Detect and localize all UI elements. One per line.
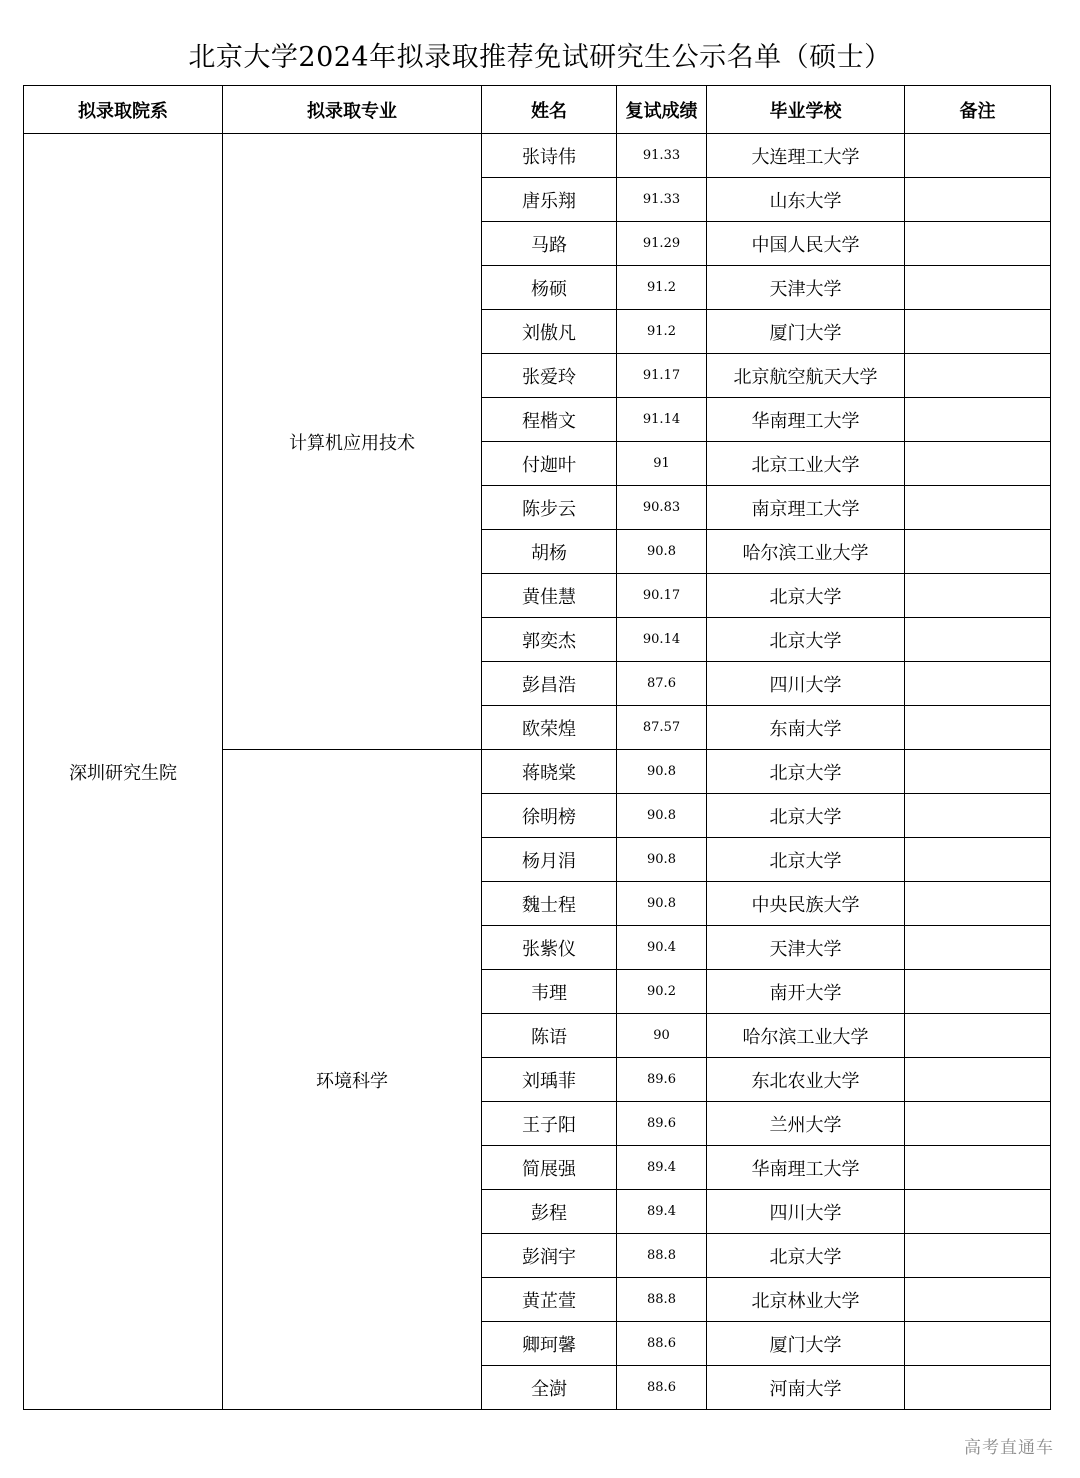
remark-cell [905,310,1051,354]
remark-cell [905,266,1051,310]
remark-cell [905,222,1051,266]
header-score: 复试成绩 [617,86,707,134]
school-cell: 厦门大学 [707,310,905,354]
remark-cell [905,750,1051,794]
score-cell: 90.4 [617,926,707,970]
score-cell: 90.8 [617,882,707,926]
page-title: 北京大学2024年拟录取推荐免试研究生公示名单（硕士） [188,42,892,73]
remark-cell [905,1234,1051,1278]
name-cell: 程楷文 [482,398,617,442]
name-cell: 杨月涓 [482,838,617,882]
remark-cell [905,1366,1051,1410]
name-cell: 全澍 [482,1366,617,1410]
remark-cell [905,662,1051,706]
name-cell: 刘傲凡 [482,310,617,354]
school-cell: 哈尔滨工业大学 [707,1014,905,1058]
header-major: 拟录取专业 [223,86,482,134]
score-cell: 89.6 [617,1058,707,1102]
school-cell: 厦门大学 [707,1322,905,1366]
major-cell: 计算机应用技术 [223,134,482,750]
name-cell: 陈语 [482,1014,617,1058]
score-cell: 87.6 [617,662,707,706]
school-cell: 中国人民大学 [707,222,905,266]
remark-cell [905,926,1051,970]
school-cell: 南京理工大学 [707,486,905,530]
school-cell: 北京大学 [707,750,905,794]
remark-cell [905,1190,1051,1234]
school-cell: 华南理工大学 [707,1146,905,1190]
score-cell: 90 [617,1014,707,1058]
name-cell: 黄芷萱 [482,1278,617,1322]
score-cell: 90.8 [617,794,707,838]
watermark: 高考直通车 [964,1438,1054,1458]
remark-cell [905,794,1051,838]
remark-cell [905,838,1051,882]
remark-cell [905,618,1051,662]
school-cell: 华南理工大学 [707,398,905,442]
header-name: 姓名 [482,86,617,134]
score-cell: 90.8 [617,530,707,574]
table-header-row [24,86,1051,134]
remark-cell [905,1102,1051,1146]
school-cell: 中央民族大学 [707,882,905,926]
name-cell: 张爱玲 [482,354,617,398]
name-cell: 魏士程 [482,882,617,926]
score-cell: 91.29 [617,222,707,266]
school-cell: 北京大学 [707,618,905,662]
school-cell: 北京航空航天大学 [707,354,905,398]
school-cell: 天津大学 [707,266,905,310]
school-cell: 四川大学 [707,1190,905,1234]
school-cell: 北京大学 [707,794,905,838]
remark-cell [905,1014,1051,1058]
school-cell: 北京林业大学 [707,1278,905,1322]
school-cell: 北京大学 [707,1234,905,1278]
name-cell: 欧荣煌 [482,706,617,750]
school-cell: 天津大学 [707,926,905,970]
score-cell: 90.17 [617,574,707,618]
score-cell: 91.33 [617,134,707,178]
school-cell: 北京大学 [707,838,905,882]
score-cell: 91.14 [617,398,707,442]
school-cell: 山东大学 [707,178,905,222]
score-cell: 91.2 [617,266,707,310]
name-cell: 刘瑀菲 [482,1058,617,1102]
name-cell: 付迦叶 [482,442,617,486]
remark-cell [905,178,1051,222]
major-cell: 环境科学 [223,750,482,1410]
school-cell: 河南大学 [707,1366,905,1410]
name-cell: 彭昌浩 [482,662,617,706]
school-cell: 四川大学 [707,662,905,706]
remark-cell [905,398,1051,442]
school-cell: 北京工业大学 [707,442,905,486]
school-cell: 兰州大学 [707,1102,905,1146]
name-cell: 蒋晓棠 [482,750,617,794]
score-cell: 90.8 [617,838,707,882]
score-cell: 91 [617,442,707,486]
school-cell: 大连理工大学 [707,134,905,178]
school-cell: 东南大学 [707,706,905,750]
score-cell: 89.4 [617,1190,707,1234]
department-cell: 深圳研究生院 [24,134,223,1410]
score-cell: 90.14 [617,618,707,662]
remark-cell [905,1322,1051,1366]
name-cell: 张诗伟 [482,134,617,178]
header-department: 拟录取院系 [24,86,223,134]
header-school: 毕业学校 [707,86,905,134]
remark-cell [905,1058,1051,1102]
score-cell: 90.8 [617,750,707,794]
remark-cell [905,442,1051,486]
score-cell: 88.8 [617,1278,707,1322]
remark-cell [905,706,1051,750]
name-cell: 杨硕 [482,266,617,310]
remark-cell [905,1278,1051,1322]
score-cell: 88.6 [617,1366,707,1410]
admission-table [23,85,1051,1410]
name-cell: 郭奕杰 [482,618,617,662]
remark-cell [905,882,1051,926]
remark-cell [905,486,1051,530]
remark-cell [905,574,1051,618]
score-cell: 91.33 [617,178,707,222]
school-cell: 南开大学 [707,970,905,1014]
name-cell: 黄佳慧 [482,574,617,618]
score-cell: 89.4 [617,1146,707,1190]
name-cell: 唐乐翔 [482,178,617,222]
name-cell: 卿珂馨 [482,1322,617,1366]
name-cell: 简展强 [482,1146,617,1190]
remark-cell [905,1146,1051,1190]
table-row [24,134,1051,178]
name-cell: 徐明榜 [482,794,617,838]
school-cell: 东北农业大学 [707,1058,905,1102]
remark-cell [905,134,1051,178]
remark-cell [905,970,1051,1014]
score-cell: 87.57 [617,706,707,750]
table-body [24,134,1051,1410]
name-cell: 王子阳 [482,1102,617,1146]
score-cell: 89.6 [617,1102,707,1146]
name-cell: 陈步云 [482,486,617,530]
score-cell: 90.83 [617,486,707,530]
name-cell: 胡杨 [482,530,617,574]
name-cell: 韦理 [482,970,617,1014]
name-cell: 张紫仪 [482,926,617,970]
score-cell: 88.8 [617,1234,707,1278]
remark-cell [905,530,1051,574]
score-cell: 91.17 [617,354,707,398]
school-cell: 哈尔滨工业大学 [707,530,905,574]
school-cell: 北京大学 [707,574,905,618]
score-cell: 90.2 [617,970,707,1014]
header-remark: 备注 [905,86,1051,134]
remark-cell [905,354,1051,398]
name-cell: 彭程 [482,1190,617,1234]
name-cell: 彭润宇 [482,1234,617,1278]
score-cell: 88.6 [617,1322,707,1366]
score-cell: 91.2 [617,310,707,354]
name-cell: 马路 [482,222,617,266]
